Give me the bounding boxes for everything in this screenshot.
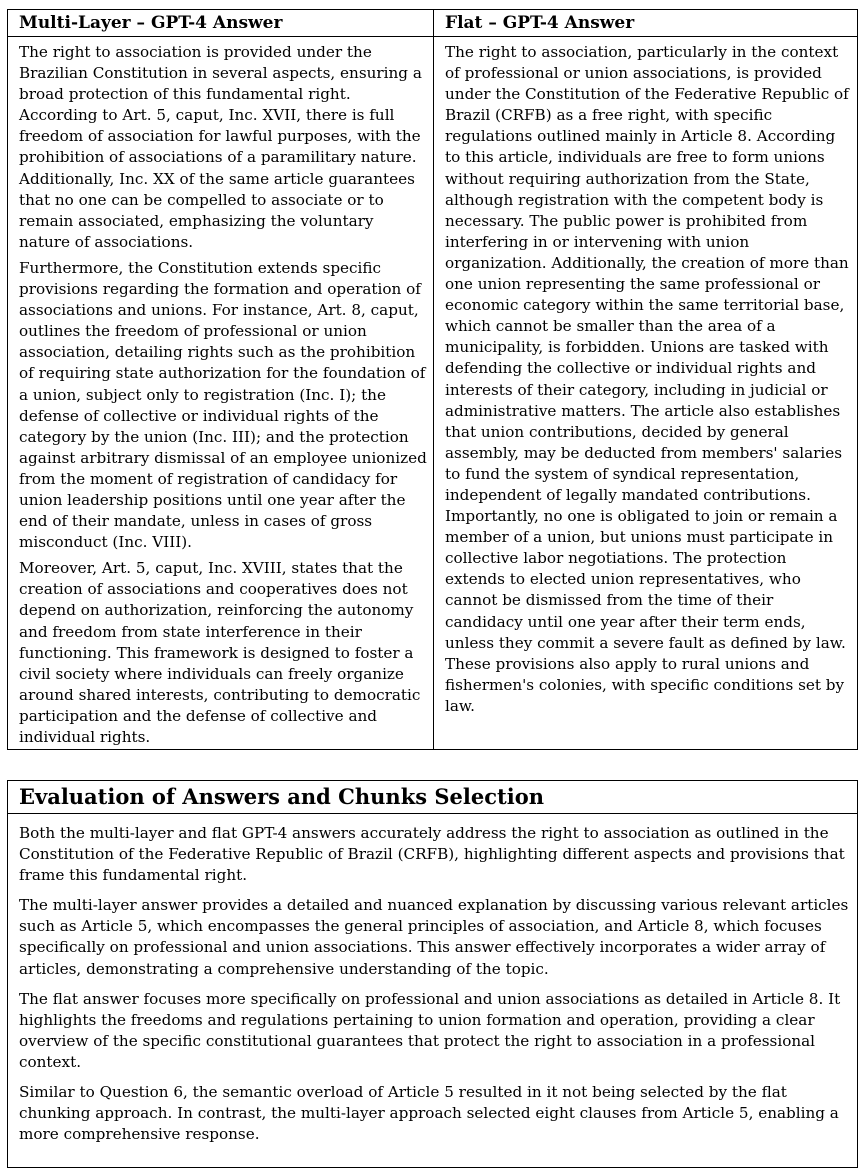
multi-layer-paragraph: Furthermore, the Constitution extends specific provisions regarding the formation and operation of associations and unions. For instance, Art. 8, caput, outlines the freedom of professional or union association, detailing rights such as the prohibition of requiring state authorization for the foundation of a union, subject only to registration (Inc. I); the defense of collective or individual rights of the category by the union (Inc. III); and the protection against arbitrary dismissal of an employee unionized from the moment of registration of candidacy for union leadership positions until one year after the end of their mandate, unless in cases of gross misconduct (Inc. VIII). xyxy=(19,258,427,552)
evaluation-box xyxy=(7,780,858,1168)
multi-layer-answer xyxy=(8,37,434,749)
evaluation-body xyxy=(8,814,857,1145)
comparison-table xyxy=(7,9,858,750)
evaluation-paragraph: Both the multi-layer and flat GPT-4 answers accurately address the right to association as outlined in the Constitution of the Federative Republic of Brazil (CRFB), highlighting different aspects and provisions that frame this fundamental right. xyxy=(19,824,845,885)
multi-layer-header: Multi-Layer – GPT-4 Answer xyxy=(8,10,434,37)
multi-layer-paragraph: Moreover, Art. 5, caput, Inc. XVIII, states that the creation of associations and cooperatives does not depend on authorization, reinforcing the autonomy and freedom from state interference in their functioning. This framework is designed to foster a civil society where individuals can freely organize around shared interests, contributing to democratic participation and the defense of collective and individual rights. xyxy=(19,559,421,746)
evaluation-paragraph: Similar to Question 6, the semantic overload of Article 5 resulted in it not being selected by the flat chunking approach. In contrast, the multi-layer approach selected eight clauses from Article 5, enabling a more comprehensive response. xyxy=(19,1083,839,1144)
flat-header: Flat – GPT-4 Answer xyxy=(434,10,857,37)
flat-answer xyxy=(434,37,857,749)
multi-layer-paragraph: The right to association is provided under the Brazilian Constitution in several aspects, ensuring a broad protection of this fundamental right. According to Art. 5, caput, Inc. XVII, there is full freedom of association for lawful purposes, with the prohibition of associations of a paramilitary nature. Additionally, Inc. XX of the same article guarantees that no one can be compelled to associate or to remain associated, emphasizing the voluntary nature of associations. xyxy=(19,43,422,251)
evaluation-paragraph: The flat answer focuses more specifically on professional and union associations as detailed in Article 8. It highlights the freedoms and regulations pertaining to union formation and operation, providing a clear overview of the specific constitutional guarantees that protect the right to association in a professional context. xyxy=(19,989,841,1071)
flat-paragraph: The right to association, particularly in the context of professional or union associations, is provided under the Constitution of the Federative Republic of Brazil (CRFB) as a free right, with specific regulations outlined mainly in Article 8. According to this article, individuals are free to form unions without requiring authorization from the State, although registration with the competent body is necessary. The public power is prohibited from interfering in or intervening with union organization. Additionally, the creation of more than one union representing the same professional or economic category within the same territorial base, which cannot be smaller than the area of a municipality, is forbidden. Unions are tasked with defending the collective or individual rights and interests of their category, including in judicial or administrative matters. The article also establishes that union contributions, decided by general assembly, may be deducted from members' salaries to fund the system of syndical representation, independent of legally mandated contributions. Importantly, no one is obligated to join or remain a member of a union, but unions must participate in collective labor negotiations. The protection extends to elected union representatives, who cannot be dismissed from the time of their candidacy until one year after their term ends, unless they commit a severe fault as defined by law. These provisions also apply to rural unions and fishermen's colonies, with specific conditions set by law. xyxy=(445,43,849,715)
evaluation-title: Evaluation of Answers and Chunks Selection xyxy=(8,781,857,814)
evaluation-paragraph: The multi-layer answer provides a detailed and nuanced explanation by discussing various relevant articles such as Article 5, which encompasses the general principles of association, and Article 8, which focuses specifically on professional and union associations. This answer effectively incorporates a wider array of articles, demonstrating a comprehensive understanding of the topic. xyxy=(19,896,849,978)
